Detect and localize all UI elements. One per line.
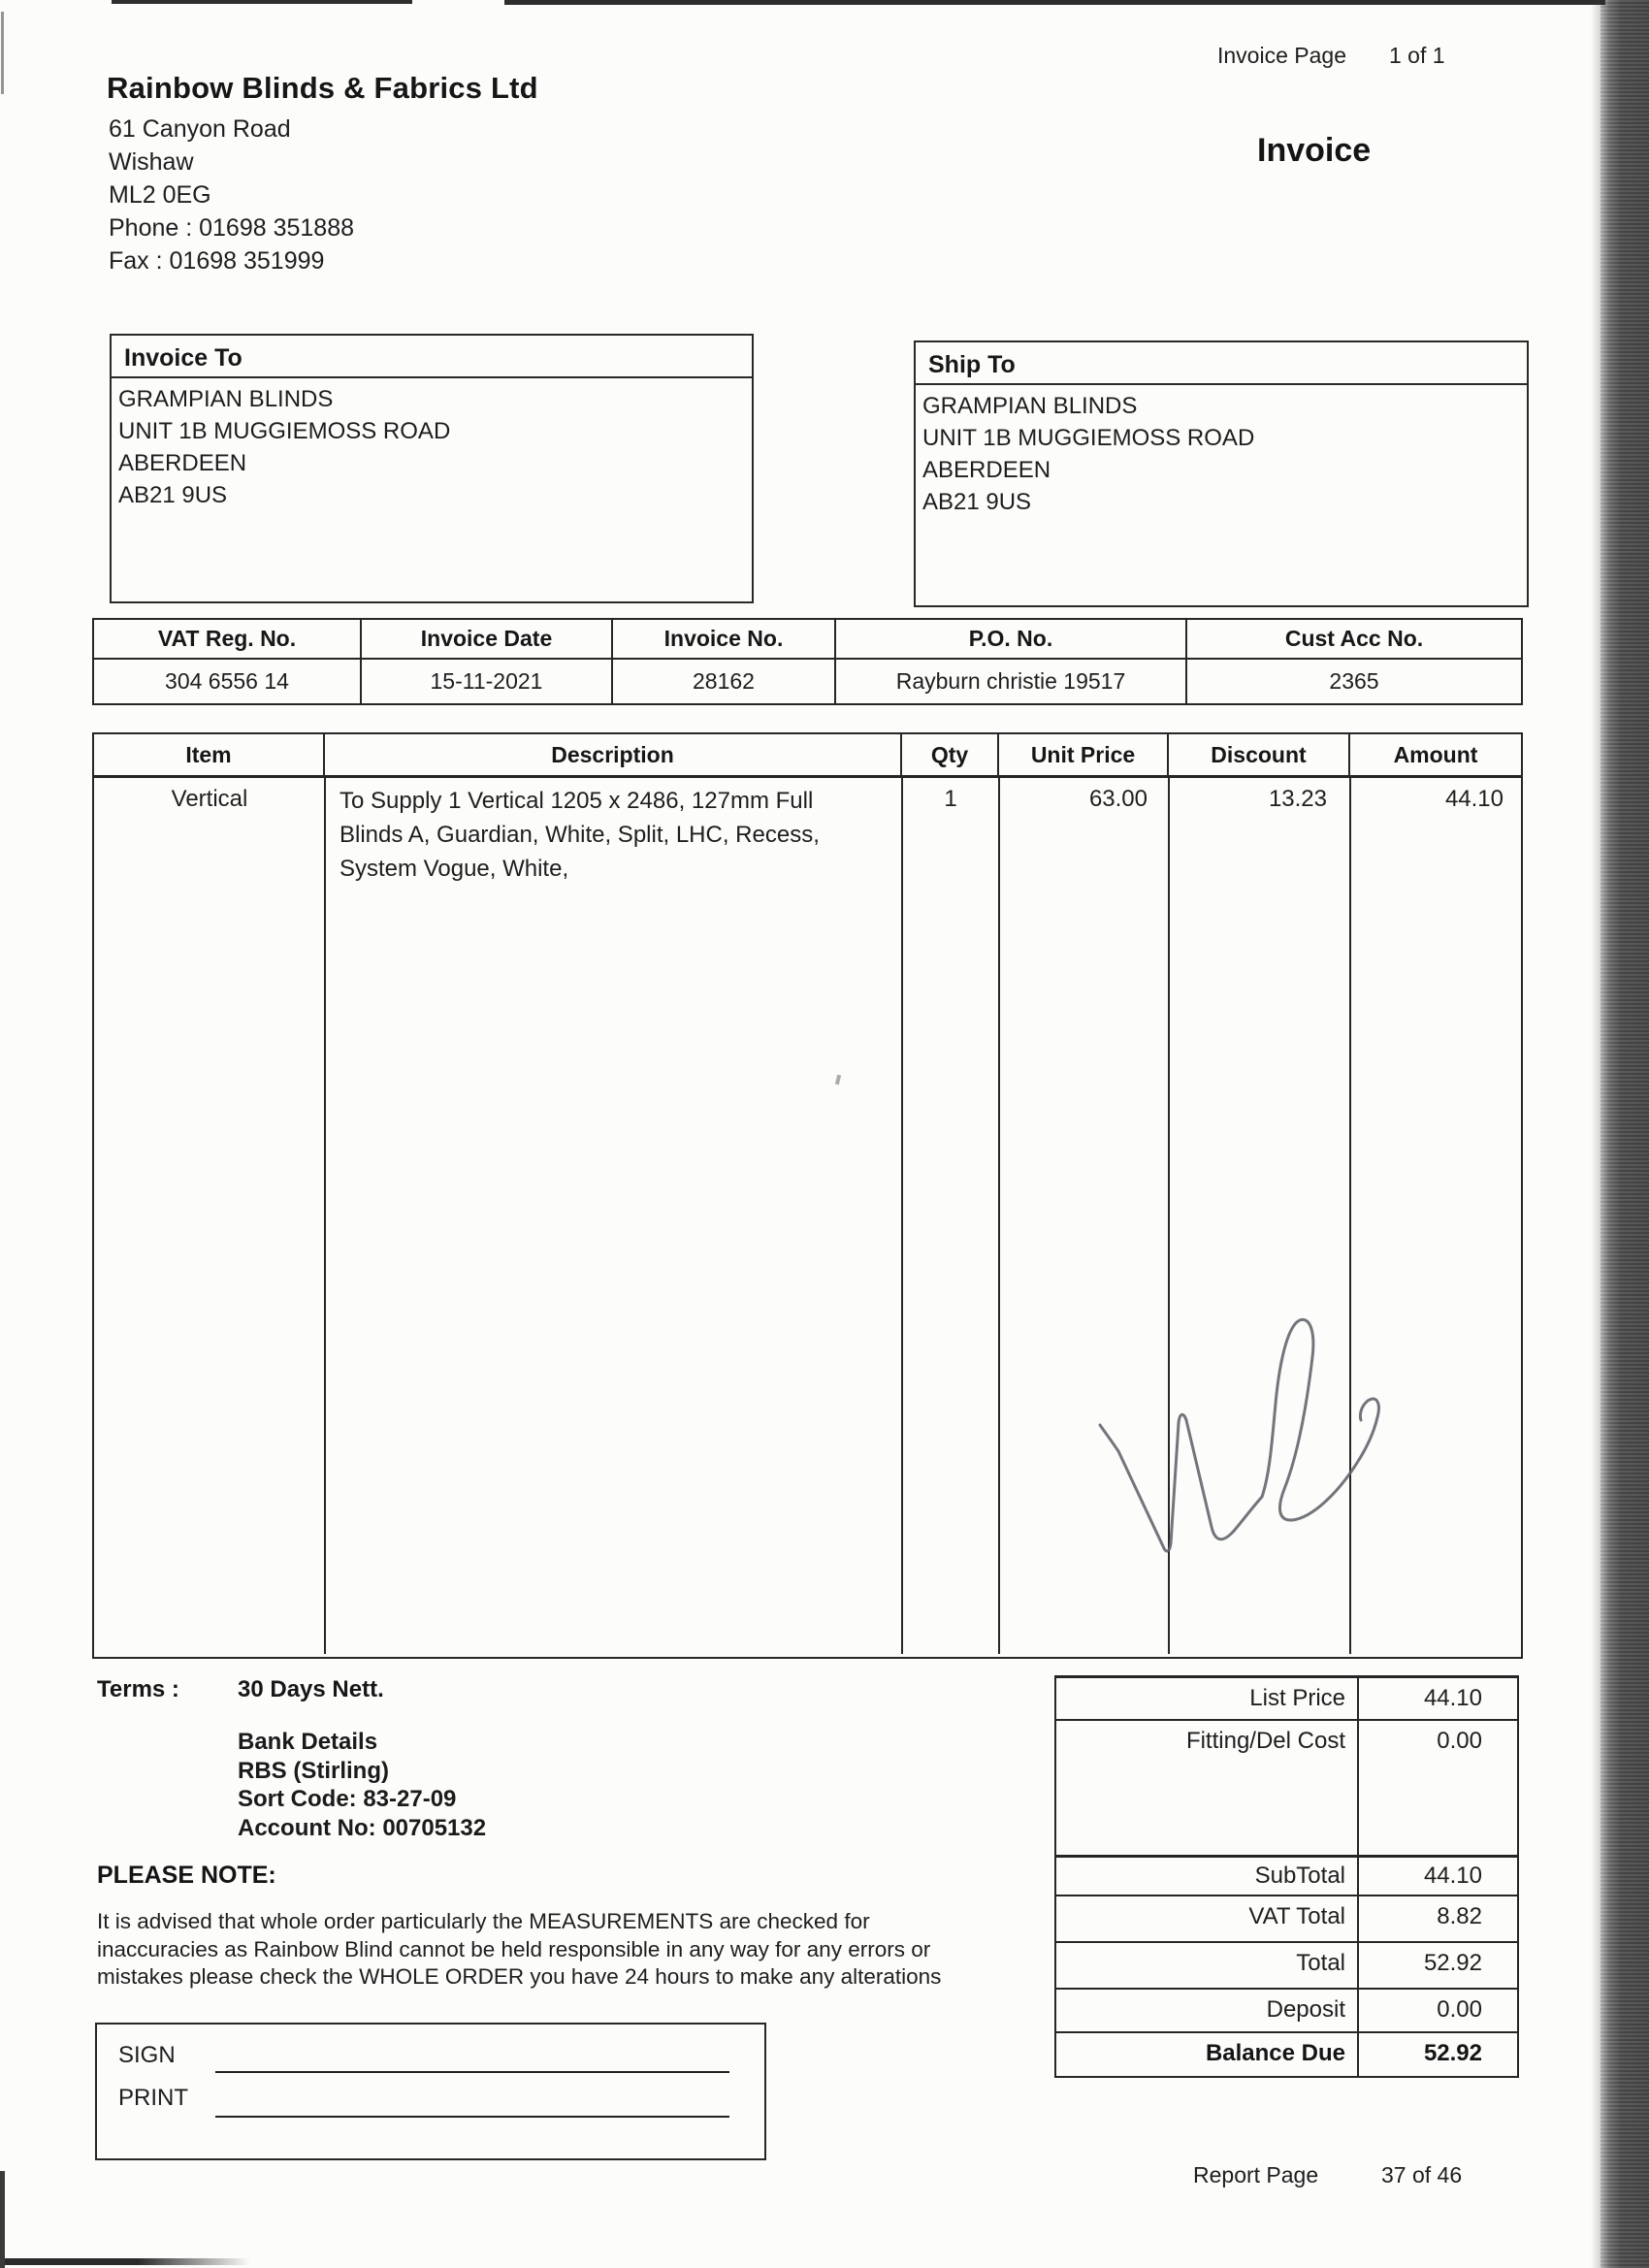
company-address-line: Wishaw (109, 148, 194, 176)
company-address-line: Phone : 01698 351888 (109, 214, 355, 242)
meta-value-po-no: Rayburn christie 19517 (836, 660, 1187, 703)
meta-value-row (94, 660, 1521, 703)
please-note-heading: PLEASE NOTE: (97, 1862, 276, 1889)
scan-edge-strip (1600, 0, 1649, 2268)
ship-to-label: Ship To (916, 342, 1527, 385)
scan-left-edge-mark (1, 12, 4, 94)
scan-bottom-edge-line (0, 2258, 250, 2265)
invoice-page-value: 1 of 1 (1389, 43, 1445, 68)
sign-label: SIGN (118, 2042, 176, 2068)
meta-header-po-no: P.O. No. (836, 620, 1187, 658)
items-header-qty: Qty (902, 734, 999, 775)
description-line: System Vogue, White, (340, 856, 569, 882)
discount-cell: 13.23 (1268, 786, 1327, 812)
please-note-line: It is advised that whole order particularly the MEASUREMENTS are checked for (97, 1909, 870, 1933)
totals-value: 0.00 (1357, 1721, 1517, 1855)
scan-top-edge-line (504, 0, 1605, 5)
column-divider (998, 778, 1000, 1654)
bank-details-line: Sort Code: 83-27-09 (238, 1786, 457, 1812)
description-line: Blinds A, Guardian, White, Split, LHC, Recess, (340, 822, 820, 848)
qty-cell: 1 (944, 786, 957, 812)
ship-to-line: ABERDEEN (922, 457, 1051, 483)
totals-row-fitting-del-cost (1056, 1721, 1517, 1858)
document-title: Invoice (1257, 132, 1372, 169)
meta-value-vat-reg: 304 6556 14 (94, 660, 362, 703)
meta-header-invoice-no: Invoice No. (613, 620, 836, 658)
meta-value-cust-acc: 2365 (1329, 668, 1379, 694)
totals-label: Balance Due (1205, 2040, 1345, 2066)
bank-details-line: Account No: 00705132 (238, 1814, 487, 1841)
meta-header-cust-acc: Cust Acc No. (1284, 626, 1424, 651)
invoice-meta-table (92, 618, 1523, 705)
please-note-line: mistakes please check the WHOLE ORDER you have 24 hours to make any alterations (97, 1964, 942, 1989)
column-divider (901, 778, 903, 1654)
totals-row-vat-total (1056, 1896, 1517, 1943)
bank-details-line: Bank Details (238, 1729, 378, 1755)
items-header-unit-price: Unit Price (999, 734, 1169, 775)
signature-box (95, 2023, 766, 2160)
scan-left-edge-mark (0, 2171, 5, 2268)
ship-to-box (914, 340, 1529, 607)
totals-label: Total (1296, 1950, 1345, 1976)
invoice-page-label: Invoice Page (1217, 43, 1346, 68)
column-divider (324, 778, 326, 1654)
meta-header-vat-reg: VAT Reg. No. (94, 620, 362, 658)
totals-box (1054, 1675, 1519, 2078)
items-header-amount: Amount (1393, 741, 1478, 767)
please-note-line: inaccuracies as Rainbow Blind cannot be held responsible in any way for any errors or (97, 1936, 931, 1961)
totals-value: 44.10 (1357, 1858, 1517, 1895)
totals-row-list-price (1056, 1678, 1517, 1721)
bank-details-line: RBS (Stirling) (238, 1757, 389, 1784)
totals-value: 8.82 (1357, 1896, 1517, 1941)
meta-header-invoice-date: Invoice Date (362, 620, 613, 658)
totals-row-subtotal (1056, 1858, 1517, 1896)
invoice-to-label: Invoice To (112, 336, 752, 378)
totals-value: 0.00 (1357, 1990, 1517, 2031)
totals-value: 44.10 (1357, 1678, 1517, 1719)
company-address (109, 113, 354, 277)
invoice-to-box (110, 334, 754, 603)
company-name: Rainbow Blinds & Fabrics Ltd (107, 71, 538, 105)
totals-label: VAT Total (1248, 1903, 1345, 1929)
report-page-value: 37 of 46 (1381, 2162, 1463, 2187)
scan-top-edge-line (112, 0, 412, 4)
invoice-to-line: UNIT 1B MUGGIEMOSS ROAD (118, 418, 451, 444)
amount-cell: 44.10 (1444, 786, 1504, 812)
sign-line (215, 2071, 729, 2073)
invoice-to-line: AB21 9US (118, 482, 228, 508)
bank-details (238, 1728, 486, 1842)
items-header-discount: Discount (1169, 734, 1350, 775)
items-header-row (94, 734, 1521, 778)
company-address-line: 61 Canyon Road (109, 115, 291, 143)
report-page-label: Report Page (1193, 2162, 1319, 2187)
items-header-description: Description (325, 734, 902, 775)
invoice-to-line: GRAMPIAN BLINDS (118, 386, 334, 412)
ship-to-address (916, 385, 1527, 518)
company-address-line: ML2 0EG (109, 181, 211, 209)
meta-value-invoice-date: 15-11-2021 (362, 660, 613, 703)
totals-row-balance-due (1056, 2033, 1517, 2077)
invoice-to-line: ABERDEEN (118, 450, 247, 476)
item-cell: Vertical (171, 786, 248, 812)
handwritten-signature (1086, 1305, 1406, 1596)
ship-to-line: UNIT 1B MUGGIEMOSS ROAD (922, 425, 1255, 451)
totals-label: SubTotal (1254, 1863, 1345, 1889)
totals-label: List Price (1249, 1685, 1345, 1711)
print-label: PRINT (118, 2085, 188, 2111)
meta-header-row (94, 620, 1521, 660)
please-note-body (97, 1908, 941, 1992)
totals-value: 52.92 (1357, 2033, 1517, 2077)
company-address-line: Fax : 01698 351999 (109, 247, 325, 275)
totals-row-total (1056, 1943, 1517, 1990)
totals-label: Fitting/Del Cost (1185, 1728, 1345, 1754)
terms-label: Terms : (97, 1676, 179, 1702)
description-cell (340, 784, 820, 886)
totals-label: Deposit (1266, 1996, 1345, 2023)
totals-value: 52.92 (1357, 1943, 1517, 1988)
terms-value: 30 Days Nett. (238, 1676, 384, 1702)
invoice-to-address (112, 378, 752, 511)
ship-to-line: GRAMPIAN BLINDS (922, 393, 1138, 419)
meta-value-invoice-no: 28162 (613, 660, 836, 703)
items-header-item: Item (94, 734, 325, 775)
print-line (215, 2116, 729, 2118)
unit-price-cell: 63.00 (1088, 786, 1148, 812)
description-line: To Supply 1 Vertical 1205 x 2486, 127mm Full (340, 788, 814, 814)
ship-to-line: AB21 9US (922, 489, 1032, 515)
totals-row-deposit (1056, 1990, 1517, 2033)
